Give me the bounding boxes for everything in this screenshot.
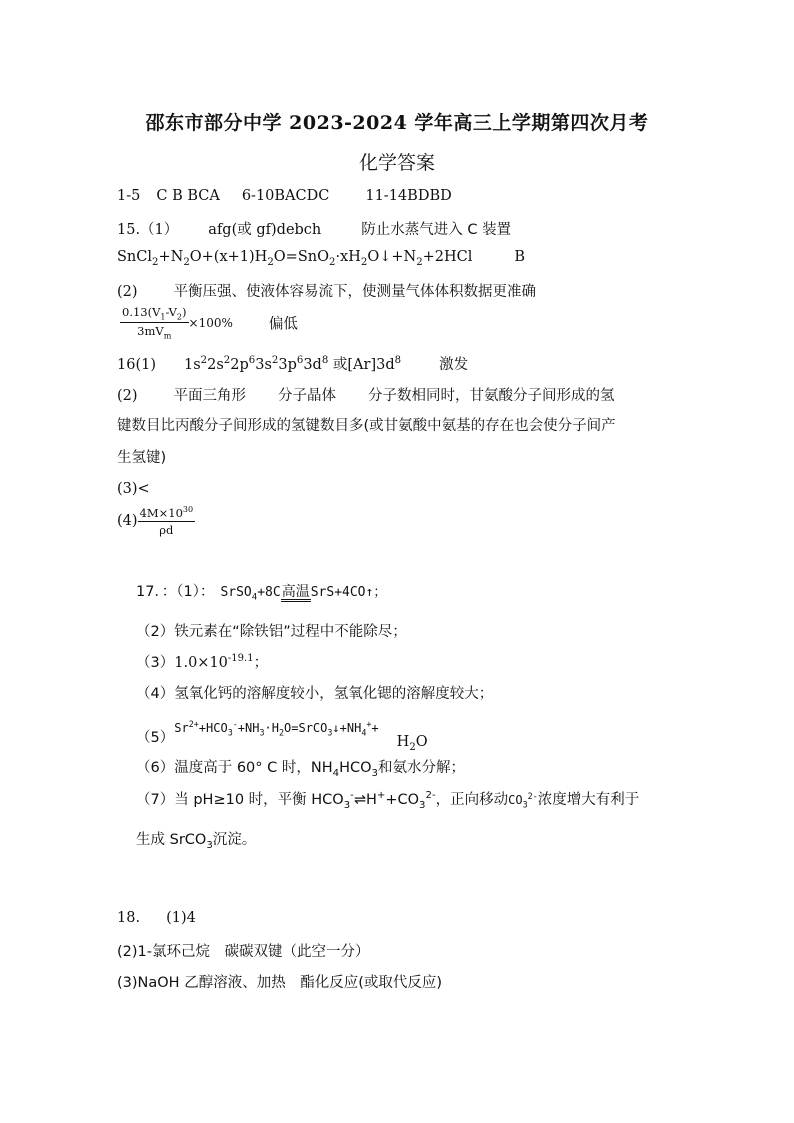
page-title: 邵东市部分中学 2023-2024 学年高三上学期第四次月考 <box>145 112 649 134</box>
q15-part2 <box>117 280 536 301</box>
q17-label: 17．：（1）： <box>136 584 215 600</box>
q15-part1 <box>117 218 511 239</box>
q17-3-value: 1.0×10 <box>174 655 228 671</box>
q16-2-reason-2: 键数目比丙酸分子间形成的氢键数目多(或甘氨酸中氨基的存在也会使分子间产 <box>117 418 616 434</box>
q17-2: （2）铁元素在“除铁铝”过程中不能除尽； <box>136 624 407 640</box>
q17-3-line <box>136 651 268 672</box>
q18-label: 18. <box>117 910 141 926</box>
q16-part2-line1 <box>117 384 615 405</box>
q17-part1 <box>136 580 386 603</box>
q17-condition: 高温 <box>281 584 310 600</box>
q16-2-crystal: 分子晶体 <box>278 388 337 404</box>
q15-order: afg(或 gf)debch <box>208 222 322 238</box>
q15-result: 偏低 <box>268 316 298 333</box>
q16-4-line <box>117 505 195 537</box>
q18-2: (2)1-氯环己烷 碳碳双键（此空一分） <box>117 944 370 960</box>
q16-part1 <box>117 353 468 374</box>
q16-4-denominator: ρd <box>159 522 174 537</box>
page-subtitle: 化学答案 <box>358 152 435 174</box>
q17-3-tail: ； <box>253 655 269 671</box>
mc-1-5: C B BCA <box>156 188 220 204</box>
q16-label: 16(1) <box>117 357 156 373</box>
q15-2-label: (2) <box>117 284 138 300</box>
q16-3: (3)< <box>117 481 150 497</box>
q16-2-label: (2) <box>117 388 138 404</box>
q17-5-equation: $Sr^{2+}+HCO_3^-+NH_3\cdot H_2O=SrCO_3↓+NH_4^++$ <box>174 719 379 738</box>
q17-7-ion: $CO_3^{2-}$ <box>508 791 538 810</box>
q18-part1 <box>117 910 196 926</box>
mc-1-5-label: 1-5 <box>117 188 141 204</box>
q15-2-text: 平衡压强、使液体容易流下，使测量气体体积数据更准确 <box>173 284 537 300</box>
q15-equation: $SnCl_2+N_2O+(x+1)H_2O=SnO_2\cdot xH_2O↓+N_2+2HCl$ <box>117 249 473 268</box>
q16-config: $1s^22s^22p^63s^23p^63d^8$ 或$[Ar]3d^8$ <box>184 355 402 373</box>
q15-choice: B <box>514 249 526 265</box>
q16-excite: 激发 <box>439 357 469 373</box>
q15-equation-line <box>117 249 525 268</box>
mc-6-10: 6-10BACDC <box>241 188 330 204</box>
mc-11-14: 11-14BDBD <box>365 188 452 204</box>
q16-4-fraction <box>138 505 196 537</box>
q17-4: （4）氢氧化钙的溶解度较小，氢氧化锶的溶解度较大； <box>136 686 494 702</box>
q15-frac-tail: ×100% <box>188 315 233 330</box>
q17-7-line1: （7）当 pH≥10 时，平衡 $HCO_3^-\rightleftharpoons H^++CO_3^{2-}$，正向移动$CO_3^{2-}$浓度增大有利于 <box>136 790 640 811</box>
q17-5-label: （5） <box>136 730 175 746</box>
q17-5-line <box>136 716 428 753</box>
q15-formula-line <box>120 305 298 341</box>
q18-3: (3)NaOH 乙醇溶液、加热 酯化反应(或取代反应) <box>117 975 443 991</box>
q15-frac-numerator: $0.13(V_1-V_2)$ <box>122 305 187 322</box>
mc-answers <box>117 188 452 204</box>
q17-3-label: （3） <box>136 655 175 671</box>
q17-eq-right: SrS+4CO↑； <box>310 585 387 600</box>
q15-label: 15.（1） <box>117 222 179 238</box>
q15-fraction <box>120 305 189 341</box>
q16-2-reason-3: 生氢键) <box>117 450 167 466</box>
q17-3-exp: -19.1 <box>227 653 254 665</box>
q16-4-label: (4) <box>117 512 138 529</box>
q15-purpose: 防止水蒸气进入 C 装置 <box>361 222 512 238</box>
q16-4-numerator: $4M\times 10^{30}$ <box>139 505 194 520</box>
q18-1: (1)4 <box>166 910 196 926</box>
q17-6: （6）温度高于 60° C 时，$NH_4HCO_3$和氨水分解； <box>136 760 465 779</box>
q17-5-h2o: $H_2O$ <box>396 734 428 753</box>
q15-frac-denominator: $3mV_m$ <box>137 324 172 341</box>
q16-2-reason-1: 分子数相同时，甘氨酸分子间形成的氢 <box>368 388 615 404</box>
q16-2-shape: 平面三角形 <box>173 388 247 404</box>
q17-eq-left: SrSO$_4$+8C <box>220 585 281 603</box>
q17-7-line2: 生成 SrCO$_3$沉淀。 <box>136 832 257 851</box>
